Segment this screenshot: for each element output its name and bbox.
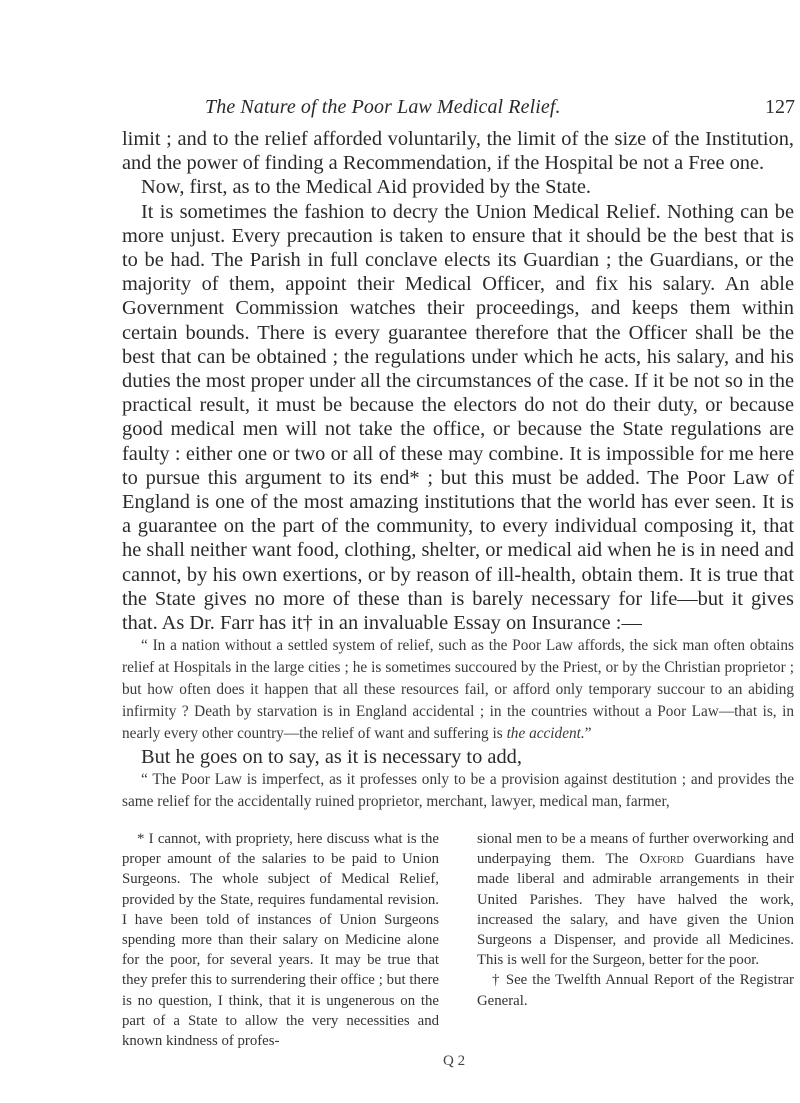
footnote-dagger: † See the Twelfth Annual Report of the Registrar General. (477, 972, 794, 1009)
running-title: The Nature of the Poor Law Medical Relief. (205, 96, 561, 118)
quote-emphasis: the accident. (506, 725, 585, 743)
signature-mark: Q 2 (443, 1053, 466, 1069)
page-number: 127 (765, 96, 795, 118)
footnote-asterisk-continued (477, 829, 794, 970)
main-text (122, 127, 794, 813)
block-quote-poor-law: “ The Poor Law is imperfect, as it professes only to be a provision against destitution ; and provides the same relief for the accidentally ruined proprietor, merchant, lawyer, medical man, farmer, (122, 771, 794, 811)
quote-close: ” (584, 725, 592, 743)
footnote-text-rest: Guardians have made liberal and admirable arrangements in their United Parishes. They have halved the work, increased the salary, and have given the Union Surgeons a Dispenser, and provide all Medicines. This is well for the Surgeon, better for the poor. (477, 851, 794, 969)
footnote-asterisk: * I cannot, with propriety, here discuss what is the proper amount of the salaries to be paid to Union Surgeons. The whole subject of Medical Relief, provided by the State, requires fundamental revision. I have been told of instances of Union Surgeons spending more than their salary on Medicine alone for the poor, for several years. It may be true that they prefer this to surrendering their office ; but there is no question, I think, that it is ungenerous on the part of a State to allow the very necessities and known kindness of profes- (122, 831, 439, 1050)
paragraph-union-relief: It is sometimes the fashion to decry the Union Medical Relief. Nothing can be more unjust. Every precaution is taken to ensure that it should be the best that is to be had. The Parish in full conclave elects its Guardian ; the Guardians, or the majority of them, appoint their Medical Officer, and fix his salary. An able Government Commission watches their proceedings, and keeps them within certain bounds. There is every guarantee therefore that the Officer shall be the best that can be obtained ; the regulations under which he acts, his salary, and his duties the most proper under all the circumstances of the case. If it be not so in the practical result, it must be because the electors do not do their duty, or because good medical men will not take the office, or because the State regulations are faulty : either one or two or all of these may combine. It is impossible for me here to pursue this argument to its end* ; but this must be added. The Poor Law of England is one of the most amazing institutions that the world has ever seen. It is a guarantee on the part of the community, to every individual composing it, that he shall neither want food, clothing, shelter, or medical aid when he is in need and cannot, by his own exertions, or by reason of ill-health, obtain them. It is true that the State gives no more of these than is barely necessary for life—but it gives that. As Dr. Farr has it† in an invaluable Essay on Insurance :— (122, 200, 794, 635)
block-quote-farr (122, 635, 794, 745)
footnotes (122, 829, 794, 1079)
footnote-column-left (122, 829, 439, 1051)
footnote-text: sional men to be a means of further overworking and underpaying them. The (477, 831, 794, 868)
footnote-oxford: Oxford (639, 851, 684, 868)
quote-text: “ In a nation without a settled system of relief, such as the Poor Law affords, the sick man often obtains relief at Hospitals in the large cities ; he is sometimes succoured by the Priest, or by the Christian proprietor ; but how often does it happen that all these resources fail, or afford only temporary succour to an abiding infirmity ? Death by starvation is in England accidental ; in the countries without a Poor Law—that is, in nearly every other country—the relief of want and suffering is (122, 637, 794, 743)
paragraph-medical-aid: Now, first, as to the Medical Aid provided by the State. (141, 176, 592, 199)
footnote-column-right (477, 829, 794, 1011)
paragraph-continuation: limit ; and to the relief afforded voluntarily, the limit of the size of the Institution, and the power of finding a Recommendation, if the Hospital be not a Free one. (122, 128, 794, 175)
paragraph-goes-on: But he goes on to say, as it is necessary to add, (141, 746, 522, 769)
page-header (205, 96, 795, 122)
